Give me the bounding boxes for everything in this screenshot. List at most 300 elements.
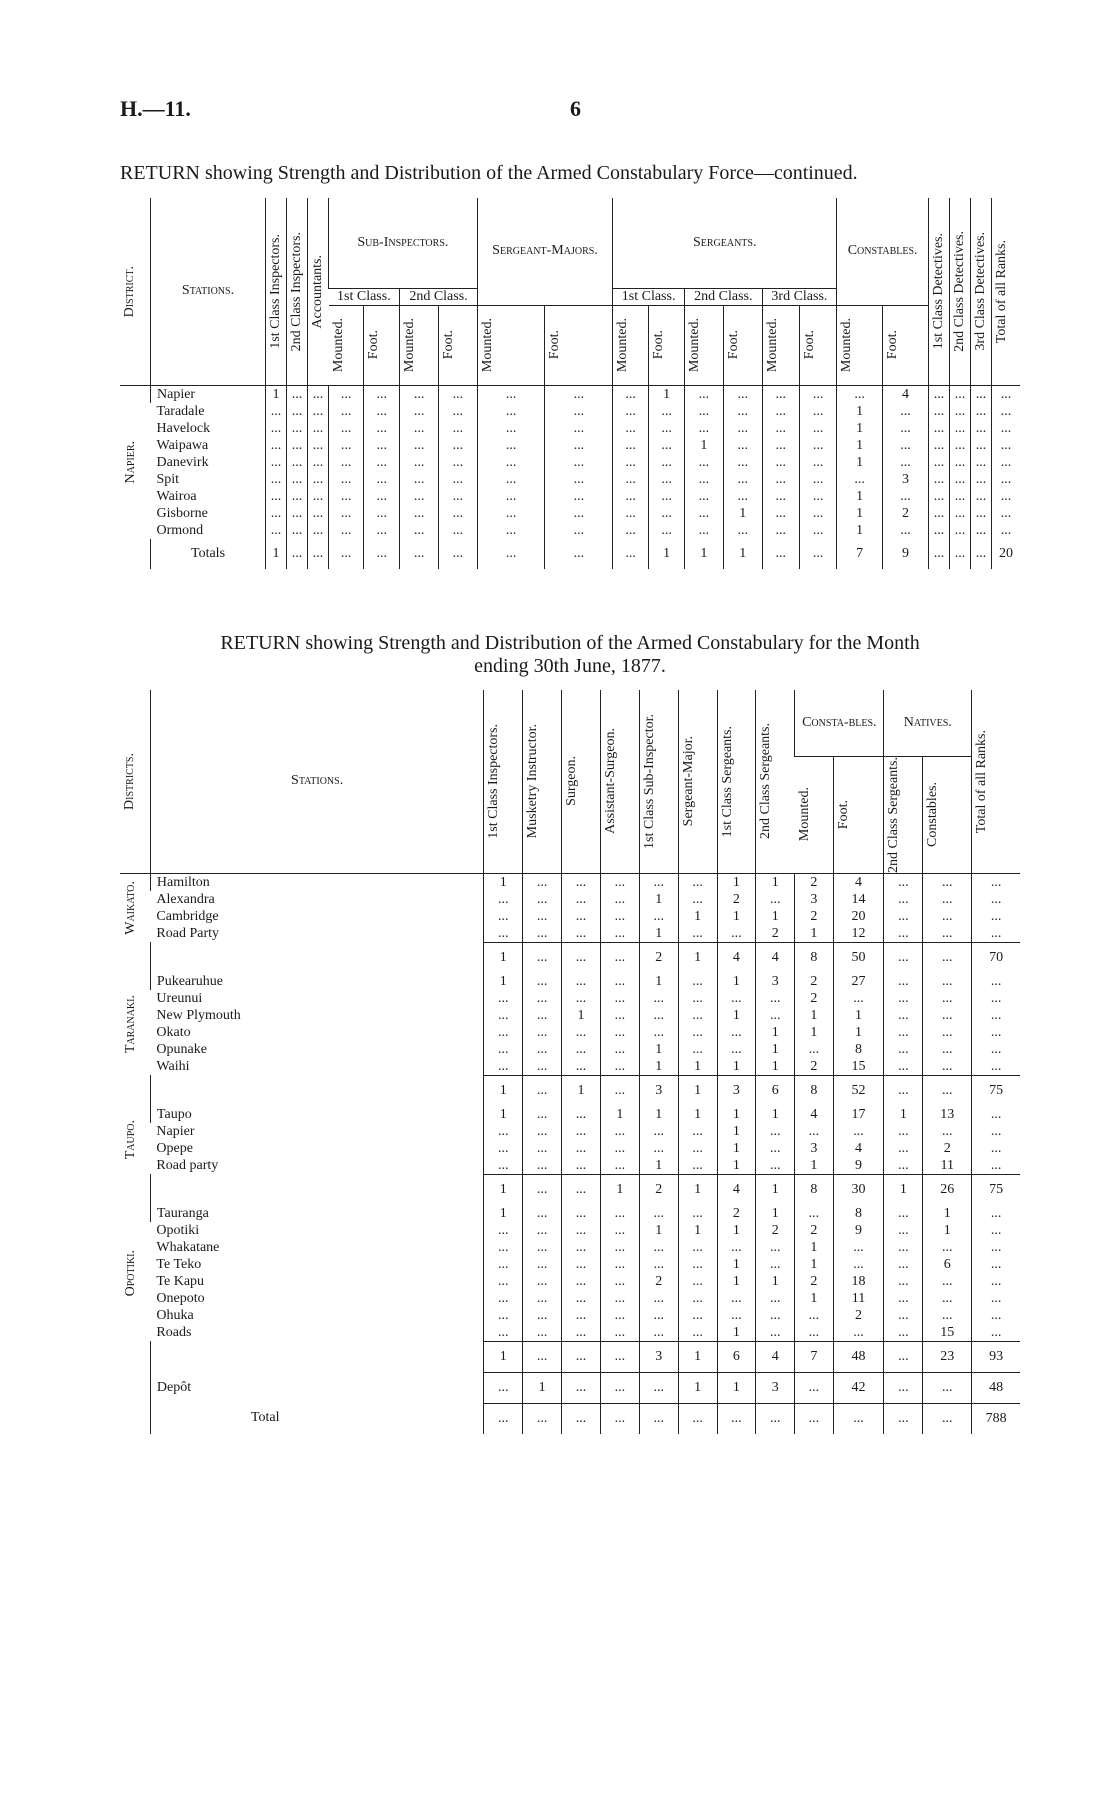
subtotal-value: ... [923,942,972,973]
cell-value: ... [971,454,992,471]
cell-value: ... [545,385,613,403]
cell-value: ... [723,454,762,471]
station-name: Road party [156,1157,219,1173]
cell-value: ... [971,437,992,454]
cell-value: ... [971,505,992,522]
station-name: Okato [156,1024,191,1040]
cell-value: ... [971,420,992,437]
native-sergeants-header: 2nd Class Sergeants. [884,756,923,873]
cell-value: ... [929,454,950,471]
subtotal-row [120,1341,1020,1372]
cell-value: ... [639,873,678,891]
cell-value: 1 [484,1106,523,1123]
cell-value: 2 [795,1222,833,1239]
cell-value: ... [923,1041,972,1058]
cell-value: ... [287,522,308,539]
cell-value: 2 [923,1140,972,1157]
cell-value: 4 [833,1140,884,1157]
table-row [120,454,1020,471]
empty-cell [150,942,483,973]
total-value: ... [762,539,799,569]
cell-value: ... [756,1157,795,1175]
subtotal-value: 8 [795,942,833,973]
cell-value: ... [884,1239,923,1256]
cell-value: ... [477,403,545,420]
table-row [120,1157,1020,1175]
table-row [120,1239,1020,1256]
total-value: 1 [685,539,724,569]
cell-value: ... [972,1222,1020,1239]
cell-value: ... [884,1058,923,1076]
natives-header: Natives. [884,690,972,756]
table-row [120,973,1020,990]
cell-value: ... [950,385,971,403]
cell-value: ... [439,420,478,437]
subtotal-value: 30 [833,1174,884,1205]
col-2nd-class-sergeants: 2nd Class Sergeants. [756,690,795,873]
cell-value: 1 [717,1273,756,1290]
cell-value: ... [923,1290,972,1307]
subtotal-value: 3 [717,1075,756,1106]
cell-value: ... [364,437,400,454]
cell-value: ... [762,522,799,539]
cell-value: ... [678,1239,717,1256]
cell-value: 2 [833,1307,884,1324]
cell-value: ... [484,1372,523,1403]
mounted-header: Mounted. [329,305,364,385]
cell-value: ... [639,1024,678,1041]
cell-value: 1 [795,1007,833,1024]
cell-value: 1 [795,1024,833,1041]
station-name: Alexandra [156,891,215,907]
station-name: New Plymouth [156,1007,241,1023]
station-name: Depôt [150,1372,483,1403]
cell-value: 1 [678,1058,717,1076]
cell-value: ... [439,471,478,488]
total-value: ... [523,1403,562,1434]
cell-value: 1 [717,1157,756,1175]
cell-value: ... [639,1123,678,1140]
cell-value: 2 [795,1058,833,1076]
cell-value: ... [723,488,762,505]
cell-value: ... [678,1307,717,1324]
cell-value: 1 [484,1205,523,1222]
cell-value: ... [972,1307,1020,1324]
cell-value: ... [929,385,950,403]
cell-value: 20 [833,908,884,925]
subtotal-value: 23 [923,1341,972,1372]
cell-value: ... [484,925,523,943]
cell-value: 42 [833,1372,884,1403]
subtotal-value: ... [523,1075,562,1106]
cell-value: ... [972,1256,1020,1273]
empty-cell [120,1341,150,1372]
cell-value: ... [972,1324,1020,1342]
districts-header: Districts. [120,690,150,873]
cell-value: ... [678,1007,717,1024]
constables-header: Consta-bles. [795,690,884,756]
cell-value: ... [799,437,836,454]
cell-value: 1 [756,1024,795,1041]
cell-value: ... [678,873,717,891]
cell-value: ... [600,1239,639,1256]
sergeant-majors-header: Sergeant-Majors. [477,198,612,305]
cell-value: ... [929,403,950,420]
cell-value: ... [613,505,649,522]
table2-title: RETURN showing Strength and Distribution of the Armed Constabulary for the Month ending 30th June, 1877. [220,632,920,677]
cell-value: ... [266,420,287,437]
cell-value: 1 [884,1106,923,1123]
subtotal-value: ... [600,1075,639,1106]
cell-value: ... [266,437,287,454]
cell-value: 1 [717,973,756,990]
total-value: ... [364,539,400,569]
cell-value: ... [923,891,972,908]
table-row [120,908,1020,925]
mounted-header: Mounted. [400,305,439,385]
table-row [120,1123,1020,1140]
station-name: Napier [156,1123,195,1139]
subtotal-value: ... [523,942,562,973]
total-value: 1 [649,539,685,569]
cell-value: ... [562,1140,601,1157]
cell-value: ... [329,454,364,471]
cell-value: 1 [678,1106,717,1123]
total-value: ... [439,539,478,569]
sub-second-class: 2nd Class. [400,288,478,305]
district-label: Waikato. [123,880,138,935]
cell-value: ... [756,1123,795,1140]
cell-value: ... [562,1273,601,1290]
cell-value: 1 [717,873,756,891]
cell-value: ... [308,522,329,539]
foot-header: Foot. [833,756,884,873]
cell-value: ... [484,1256,523,1273]
cell-value: ... [562,1256,601,1273]
cell-value: ... [950,488,971,505]
cell-value: ... [756,1290,795,1307]
table-row [120,1222,1020,1239]
cell-value: 1 [756,873,795,891]
cell-value: 1 [795,1157,833,1175]
station-name: Hamilton [150,873,483,891]
cell-value: ... [884,973,923,990]
subtotal-value: ... [923,1075,972,1106]
cell-value: ... [717,925,756,943]
station-name: Onepoto [156,1290,205,1306]
cell-value: ... [678,1041,717,1058]
total-value: 7 [837,539,883,569]
cell-value: ... [266,454,287,471]
subtotal-value: ... [523,1341,562,1372]
cell-value: ... [972,1007,1020,1024]
cell-value: ... [884,1324,923,1342]
cell-value: ... [884,1222,923,1239]
subtotal-value: ... [562,1174,601,1205]
cell-value: ... [678,973,717,990]
cell-value: 1 [717,1123,756,1140]
col-2nd-class-inspectors: 2nd Class Inspectors. [287,198,308,385]
cell-value: ... [364,522,400,539]
cell-value: ... [613,454,649,471]
cell-value: ... [329,420,364,437]
cell-value: ... [562,1205,601,1222]
cell-value: ... [762,403,799,420]
cell-value: ... [972,1140,1020,1157]
cell-value: ... [639,1205,678,1222]
cell-value: ... [600,1007,639,1024]
mounted-header: Mounted. [477,305,545,385]
cell-value: 1 [678,1372,717,1403]
cell-value: ... [639,1372,678,1403]
subtotal-value: 75 [972,1174,1020,1205]
cell-value: ... [929,471,950,488]
foot-header: Foot. [439,305,478,385]
cell-value: ... [756,1307,795,1324]
cell-value: ... [364,505,400,522]
cell-value: 4 [883,385,929,403]
station-name: Waihi [156,1058,190,1074]
empty-cell [150,1075,483,1106]
cell-value: ... [762,437,799,454]
cell-value: ... [439,522,478,539]
cell-value: ... [266,505,287,522]
cell-value: ... [484,1222,523,1239]
cell-value: ... [523,1273,562,1290]
cell-value: 1 [756,1041,795,1058]
cell-value: 2 [717,891,756,908]
cell-value: ... [545,403,613,420]
cell-value: ... [484,1123,523,1140]
cell-value: ... [678,1256,717,1273]
cell-value: ... [308,420,329,437]
cell-value: ... [929,420,950,437]
cell-value: ... [723,420,762,437]
total-row [120,1403,1020,1434]
cell-value: ... [992,437,1021,454]
foot-header: Foot. [883,305,929,385]
cell-value: 1 [756,908,795,925]
cell-value: 1 [639,1106,678,1123]
col-accountants: Accountants. [308,198,329,385]
cell-value: ... [545,522,613,539]
cell-value: ... [799,522,836,539]
cell-value: ... [484,990,523,1007]
cell-value: ... [639,990,678,1007]
cell-value: ... [600,1256,639,1273]
table-row [120,1273,1020,1290]
subtotal-value: ... [600,1341,639,1372]
cell-value: ... [799,420,836,437]
station-name: Cambridge [156,908,219,924]
cell-value: 8 [833,1205,884,1222]
cell-value: ... [600,925,639,943]
cell-value: ... [884,1372,923,1403]
empty-cell [120,1174,150,1205]
table-row [120,873,1020,891]
cell-value: ... [884,1256,923,1273]
table-row [120,1205,1020,1222]
cell-value: ... [600,1058,639,1076]
cell-value: ... [523,1041,562,1058]
cell-value: ... [678,1273,717,1290]
cell-value: ... [639,1324,678,1342]
station-name: Ormond [156,522,204,538]
cell-value: 1 [723,505,762,522]
subtotal-value: 8 [795,1174,833,1205]
cell-value: ... [400,505,439,522]
cell-value: ... [523,1007,562,1024]
cell-value: ... [562,1041,601,1058]
cell-value: ... [523,891,562,908]
cell-value: ... [833,1256,884,1273]
subtotal-row [120,942,1020,973]
cell-value: ... [400,385,439,403]
table-row [120,471,1020,488]
district-name [120,973,150,1076]
col-1st-class-sergeants: 1st Class Sergeants. [717,690,756,873]
cell-value: ... [685,505,724,522]
table-row [120,385,1020,403]
cell-value: ... [477,505,545,522]
cell-value: ... [678,1123,717,1140]
subtotal-value: 1 [678,942,717,973]
cell-value: ... [950,420,971,437]
cell-value: 4 [795,1106,833,1123]
empty-cell [120,1372,150,1403]
cell-value: ... [833,990,884,1007]
cell-value: 13 [923,1106,972,1123]
cell-value: ... [992,403,1021,420]
cell-value: ... [523,873,562,891]
cell-value: ... [972,1273,1020,1290]
subtotal-value: 1 [756,1174,795,1205]
cell-value: ... [884,891,923,908]
station-name: Napier [151,385,266,403]
cell-value: ... [992,420,1021,437]
cell-value: ... [723,437,762,454]
cell-value: ... [523,1140,562,1157]
table-row [120,1140,1020,1157]
cell-value: 1 [837,488,883,505]
cell-value: ... [562,1157,601,1175]
cell-value: ... [287,454,308,471]
cell-value: ... [600,990,639,1007]
total-value: ... [600,1403,639,1434]
total-value: ... [929,539,950,569]
subtotal-value: 1 [484,1341,523,1372]
cell-value: ... [562,1239,601,1256]
station-name: Danevirk [156,454,209,470]
table-row [120,891,1020,908]
cell-value: 2 [795,1273,833,1290]
district-label: Napier. [123,440,138,484]
sgt-first-class: 1st Class. [613,288,685,305]
cell-value: ... [600,891,639,908]
district-label: Taranaki. [123,994,138,1053]
sub-first-class: 1st Class. [329,288,400,305]
subtotal-row [120,1075,1020,1106]
cell-value: ... [613,420,649,437]
cell-value: 1 [923,1222,972,1239]
total-value: ... [308,539,329,569]
cell-value: ... [649,505,685,522]
cell-value: ... [685,403,724,420]
table-row [120,1106,1020,1123]
station-name: Te Teko [156,1256,202,1272]
cell-value: ... [439,403,478,420]
col-sergeant-major: Sergeant-Major. [678,690,717,873]
sgt-second-class: 2nd Class. [685,288,763,305]
mounted-header: Mounted. [837,305,883,385]
stations-header: Stations. [150,690,483,873]
subtotal-value: 1 [884,1174,923,1205]
cell-value: ... [266,488,287,505]
cell-value: 1 [639,973,678,990]
col-1st-class-inspectors: 1st Class Inspectors. [266,198,287,385]
total-value: ... [477,539,545,569]
cell-value: ... [884,1123,923,1140]
cell-value: ... [649,488,685,505]
cell-value: ... [795,1205,833,1222]
cell-value: 2 [756,1222,795,1239]
cell-value: ... [545,420,613,437]
cell-value: ... [883,420,929,437]
sub-inspectors-header: Sub-Inspectors. [329,198,478,288]
cell-value: ... [992,522,1021,539]
table-row [120,1256,1020,1273]
cell-value: ... [649,454,685,471]
cell-value: ... [762,454,799,471]
total-value: ... [545,539,613,569]
station-name: Roads [156,1324,192,1340]
cell-value: 1 [833,1024,884,1041]
station-name: Whakatane [156,1239,220,1255]
cell-value: ... [723,385,762,403]
cell-value: ... [308,454,329,471]
cell-value: ... [562,1307,601,1324]
cell-value: ... [484,891,523,908]
cell-value: ... [950,522,971,539]
total-value: ... [639,1403,678,1434]
cell-value: ... [923,1024,972,1041]
cell-value: ... [923,1372,972,1403]
cell-value: 1 [756,1273,795,1290]
cell-value: ... [562,973,601,990]
empty-cell [120,1403,150,1434]
cell-value: ... [923,1058,972,1076]
cell-value: ... [287,505,308,522]
cell-value: 14 [833,891,884,908]
subtotal-value: 75 [972,1075,1020,1106]
station-name: Opunake [156,1041,207,1057]
cell-value: ... [523,990,562,1007]
cell-value: ... [600,1157,639,1175]
cell-value: ... [484,1140,523,1157]
cell-value: ... [992,471,1021,488]
cell-value: 1 [600,1106,639,1123]
cell-value: ... [795,1123,833,1140]
cell-value: ... [613,403,649,420]
cell-value: ... [484,1273,523,1290]
cell-value: ... [923,973,972,990]
cell-value: ... [613,385,649,403]
cell-value: 1 [837,454,883,471]
cell-value: ... [364,488,400,505]
cell-value: ... [883,454,929,471]
cell-value: ... [678,891,717,908]
cell-value: 1 [562,1007,601,1024]
